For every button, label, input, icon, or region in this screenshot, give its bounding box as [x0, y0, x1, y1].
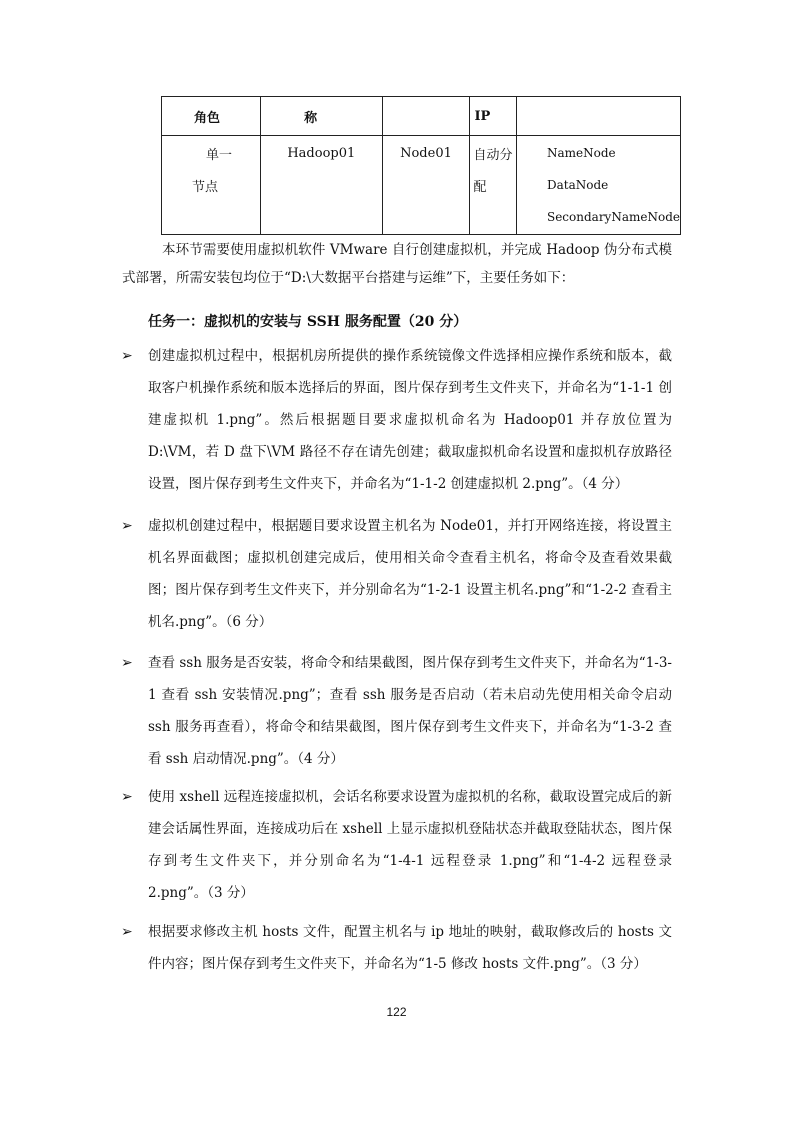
bullet-item-4: 使用 xshell 远程连接虚拟机，会话名称要求设置为虚拟机的名称，截取设置完成后的新建会话属性界面，连接成功后在 xshell 上显示虚拟机登陆状态并截取登陆状态，图片保存到考生文件夹下，并分别命名为“1-4-1 远程登录 1.png”和“1-4-2 远程登录 2.png”。（3 分） [148, 789, 672, 901]
table-header-row [162, 97, 681, 136]
cell-services [516, 136, 680, 235]
header-role: 角色 [162, 97, 261, 136]
header-service [516, 97, 680, 136]
bullet-arrow-icon: ➢ [121, 348, 133, 364]
service-secondary-namenode: SecondaryNameNode [546, 210, 680, 224]
task-title: 任务一：虚拟机的安装与 SSH 服务配置（20 分） [148, 314, 468, 330]
bullet-item-1: 创建虚拟机过程中，根据机房所提供的操作系统镜像文件选择相应操作系统和版本，截取客户机操作系统和版本选择后的界面，图片保存到考生文件夹下，并命名为“1-1-1 创建虚拟机 1.png”。然后根据题目要求虚拟机命名为 Hadoop01 并存放位置为 D:\VM，若 D 盘下\VM 路径不存在请先创建；截取虚拟机命名设置和虚拟机存放路径设置，图片保存到考生文件夹下，并命名为“1-1-2 创建虚拟机 2.png”。（4 分） [148, 348, 672, 492]
header-blank [382, 97, 470, 136]
cell-ip [470, 136, 517, 235]
ip-line-1: 自动分 [473, 148, 513, 163]
service-namenode: NameNode [546, 146, 616, 160]
table-row [162, 136, 681, 235]
ip-line-2: 配 [473, 180, 487, 195]
bullet-item-5: 根据要求修改主机 hosts 文件，配置主机名与 ip 地址的映射，截取修改后的 hosts 文件内容；图片保存到考生文件夹下，并命名为“1-5 修改 hosts 文件.png”。（3 分） [148, 924, 672, 972]
header-name: 称 [261, 97, 382, 136]
intro-paragraph: 本环节需要使用虚拟机软件 VMware 自行创建虚拟机，并完成 Hadoop 伪分布式模式部署，所需安装包均位于“D:\大数据平台搭建与运维”下，主要任务如下： [122, 242, 672, 286]
service-datanode: DataNode [546, 178, 609, 192]
role-line-2: 节点 [192, 180, 219, 195]
cell-hostname: Hadoop01 [261, 136, 382, 235]
header-ip: IP [470, 97, 517, 136]
role-line-1: 单一 [206, 148, 233, 163]
bullet-item-2: 虚拟机创建过程中，根据题目要求设置主机名为 Node01，并打开网络连接，将设置主机名界面截图；虚拟机创建完成后，使用相关命令查看主机名，将命令及查看效果截图；图片保存到考生文件夹下，并分别命名为“1-2-1 设置主机名.png”和“1-2-2 查看主机名.png”。（6 分） [148, 518, 672, 630]
page-number: 122 [386, 1005, 407, 1019]
bullet-arrow-icon: ➢ [121, 924, 133, 940]
cell-node: Node01 [382, 136, 470, 235]
bullet-arrow-icon: ➢ [121, 655, 133, 671]
bullet-item-3: 查看 ssh 服务是否安装，将命令和结果截图，图片保存到考生文件夹下，并命名为“1-3-1 查看 ssh 安装情况.png”；查看 ssh 服务是否启动（若未启动先使用相关命令启动 ssh 服务再查看），将命令和结果截图，图片保存到考生文件夹下，并命名为“1-3-2 查看 ssh 启动情况.png”。（4 分） [148, 655, 672, 767]
cell-role [162, 136, 261, 235]
role-table [161, 96, 681, 235]
bullet-arrow-icon: ➢ [121, 789, 133, 805]
bullet-arrow-icon: ➢ [121, 518, 133, 534]
